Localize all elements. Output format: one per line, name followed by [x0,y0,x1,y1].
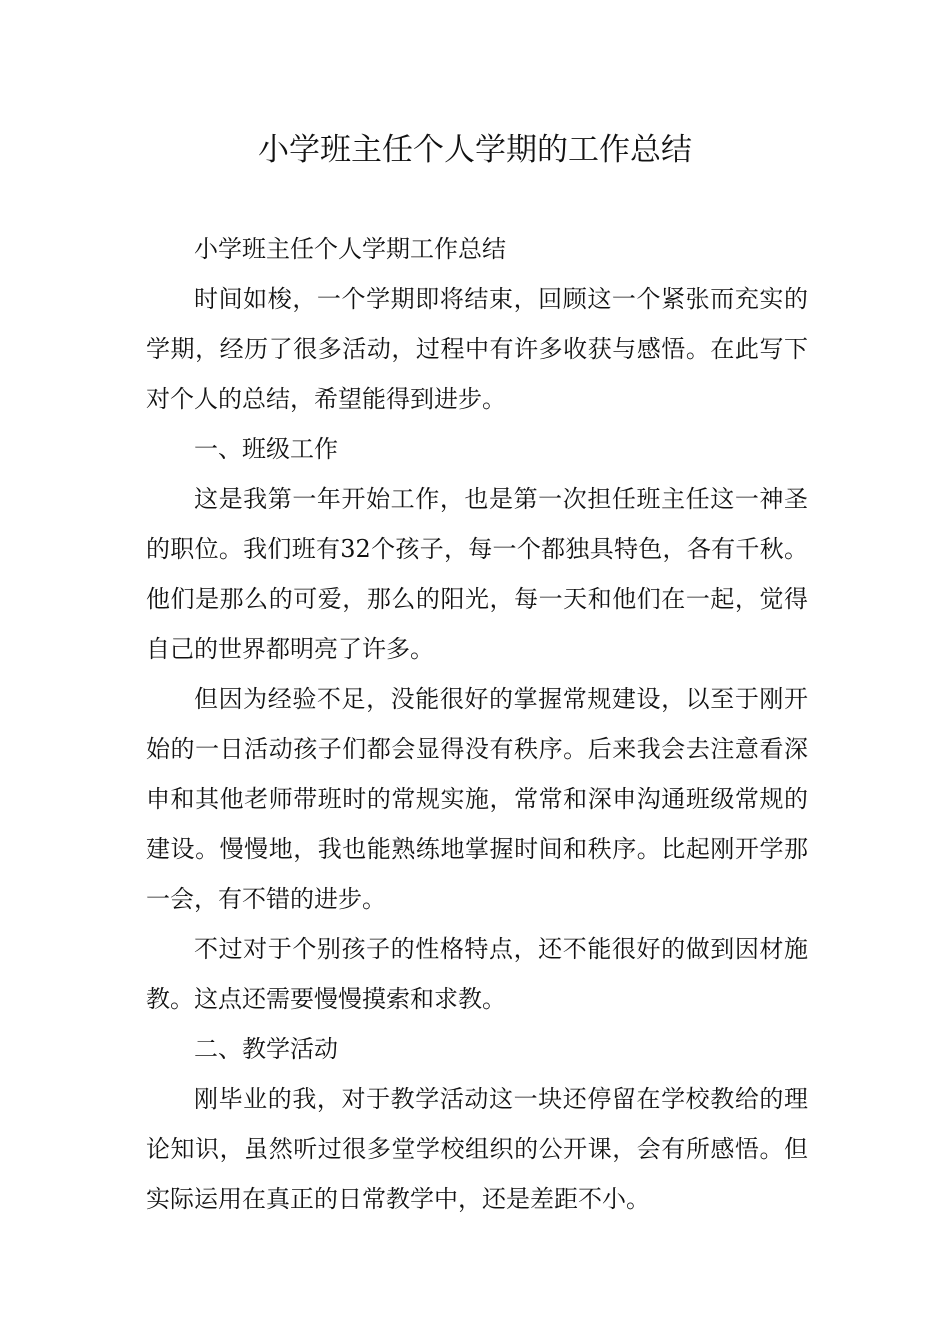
body-paragraph: 但因为经验不足，没能很好的掌握常规建设，以至于刚开始的一日活动孩子们都会显得没有秩序。后来我会去注意看深申和其他老师带班时的常规实施，常常和深申沟通班级常规的建设。慢慢地，我也能熟练地掌握时间和秩序。比起刚开学那一会，有不错的进步。 [146,685,808,913]
subtitle-paragraph: 小学班主任个人学期工作总结 [194,235,506,263]
section-heading-teaching: 二、教学活动 [194,1035,338,1063]
body-paragraph: 这是我第一年开始工作，也是第一次担任班主任这一神圣的职位。我们班有32个孩子，每一个都独具特色，各有千秋。他们是那么的可爱，那么的阳光，每一天和他们在一起，觉得自己的世界都明亮了许多。 [146,485,808,663]
intro-paragraph: 时间如梭，一个学期即将结束，回顾这一个紧张而充实的学期，经历了很多活动，过程中有许多收获与感悟。在此写下对个人的总结，希望能得到进步。 [146,285,808,413]
document-title: 小学班主任个人学期的工作总结 [258,132,692,168]
document-body [146,224,808,1224]
section-heading-class-work: 一、班级工作 [194,435,338,463]
body-paragraph: 不过对于个别孩子的性格特点，还不能很好的做到因材施教。这点还需要慢慢摸索和求教。 [146,935,808,1013]
body-paragraph: 刚毕业的我，对于教学活动这一块还停留在学校教给的理论知识，虽然听过很多堂学校组织的公开课，会有所感悟。但实际运用在真正的日常教学中，还是差距不小。 [146,1085,808,1213]
